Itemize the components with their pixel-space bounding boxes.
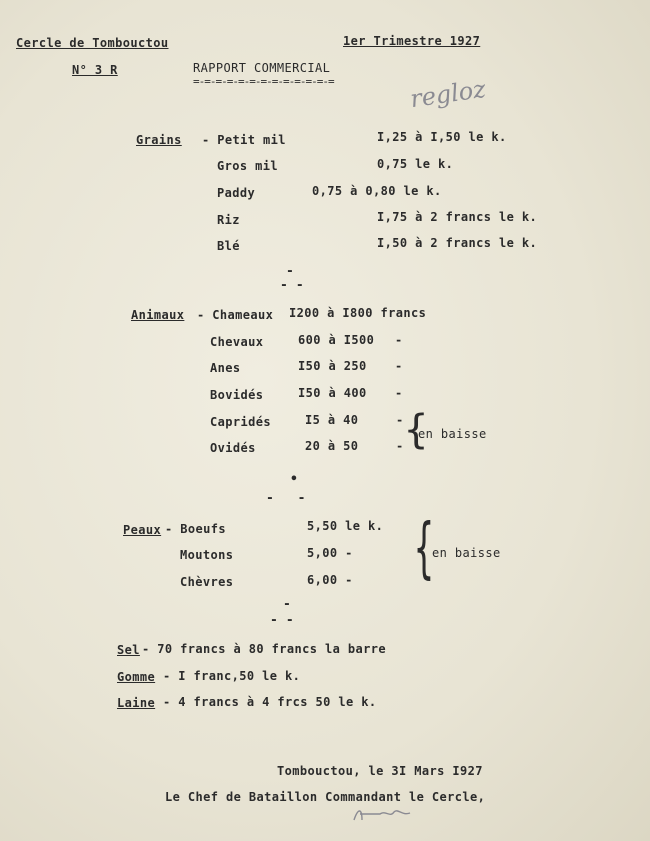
- animaux-item-dash: -: [395, 359, 403, 373]
- section-separator: --: [270, 613, 302, 628]
- animaux-item-name: Chevaux: [210, 335, 264, 349]
- animaux-item-name: Bovidés: [210, 388, 264, 402]
- section-separator: •: [290, 472, 306, 487]
- animaux-item-name: Ovidés: [210, 441, 256, 455]
- grains-item-name: - Petit mil: [202, 133, 286, 147]
- animaux-item-price: I50 à 400: [298, 386, 367, 400]
- animaux-label: Animaux: [131, 308, 185, 322]
- grains-item-price: I,75 à 2 francs le k.: [377, 210, 538, 224]
- animaux-item-price: 600 à I500: [298, 333, 375, 347]
- animaux-item-price: I200 à I800 francs: [289, 306, 427, 320]
- report-title: RAPPORT COMMERCIAL: [193, 61, 331, 75]
- grains-item-name: Gros mil: [217, 159, 278, 173]
- animaux-item-dash: -: [395, 333, 403, 347]
- animaux-item-dash: -: [396, 439, 404, 453]
- grains-item-name: Paddy: [217, 186, 256, 200]
- report-number: N° 3 R: [72, 63, 118, 77]
- gomme-label: Gomme: [117, 670, 156, 684]
- trimestre-heading: 1er Trimestre 1927: [343, 34, 481, 48]
- peaux-item-price: 5,00 -: [307, 546, 353, 560]
- peaux-item-name: Chèvres: [180, 575, 234, 589]
- grains-item-price: 0,75 le k.: [377, 157, 454, 171]
- grains-item-name: Blé: [217, 239, 240, 253]
- laine-label: Laine: [117, 696, 156, 710]
- cercle-heading: Cercle de Tombouctou: [16, 36, 169, 50]
- animaux-item-price: I5 à 40: [305, 413, 359, 427]
- animaux-item-name: Anes: [210, 361, 241, 375]
- animaux-item-name: Capridés: [210, 415, 271, 429]
- peaux-item-price: 5,50 le k.: [307, 519, 384, 533]
- peaux-item-name: Moutons: [180, 548, 234, 562]
- animaux-item-price: I50 à 250: [298, 359, 367, 373]
- handwritten-signature: [350, 804, 420, 828]
- grains-label: Grains: [136, 133, 182, 147]
- peaux-label: Peaux: [123, 523, 162, 537]
- grains-item-price: 0,75 à 0,80 le k.: [312, 184, 442, 198]
- animaux-note: en baisse: [418, 427, 487, 441]
- section-separator: - -: [266, 491, 314, 506]
- animaux-item-dash: -: [396, 413, 404, 427]
- section-separator: --: [280, 278, 312, 293]
- grains-item-price: I,50 à 2 francs le k.: [377, 236, 538, 250]
- peaux-note: en baisse: [432, 546, 501, 560]
- title-underline: =-=-=-=-=-=-=-=-=-=-=-=-=: [193, 75, 334, 88]
- section-separator: -: [283, 597, 299, 612]
- animaux-brace: {: [404, 407, 429, 453]
- animaux-item-price: 20 à 50: [305, 439, 359, 453]
- grains-item-name: Riz: [217, 213, 240, 227]
- animaux-item-name: - Chameaux: [197, 308, 274, 322]
- grains-item-price: I,25 à I,50 le k.: [377, 130, 507, 144]
- laine-price: - 4 francs à 4 frcs 50 le k.: [163, 695, 377, 709]
- place-date: Tombouctou, le 3I Mars I927: [277, 764, 483, 778]
- animaux-item-dash: -: [395, 386, 403, 400]
- peaux-brace: {: [413, 509, 434, 586]
- handwritten-note: regloz: [408, 74, 488, 114]
- peaux-item-name: - Boeufs: [165, 522, 226, 536]
- peaux-item-price: 6,00 -: [307, 573, 353, 587]
- gomme-price: - I franc,50 le k.: [163, 669, 301, 683]
- section-separator: -: [286, 264, 302, 279]
- sel-label: Sel: [117, 643, 140, 657]
- sel-price: - 70 francs à 80 francs la barre: [142, 642, 386, 656]
- signatory-line: Le Chef de Bataillon Commandant le Cercle,: [165, 790, 486, 804]
